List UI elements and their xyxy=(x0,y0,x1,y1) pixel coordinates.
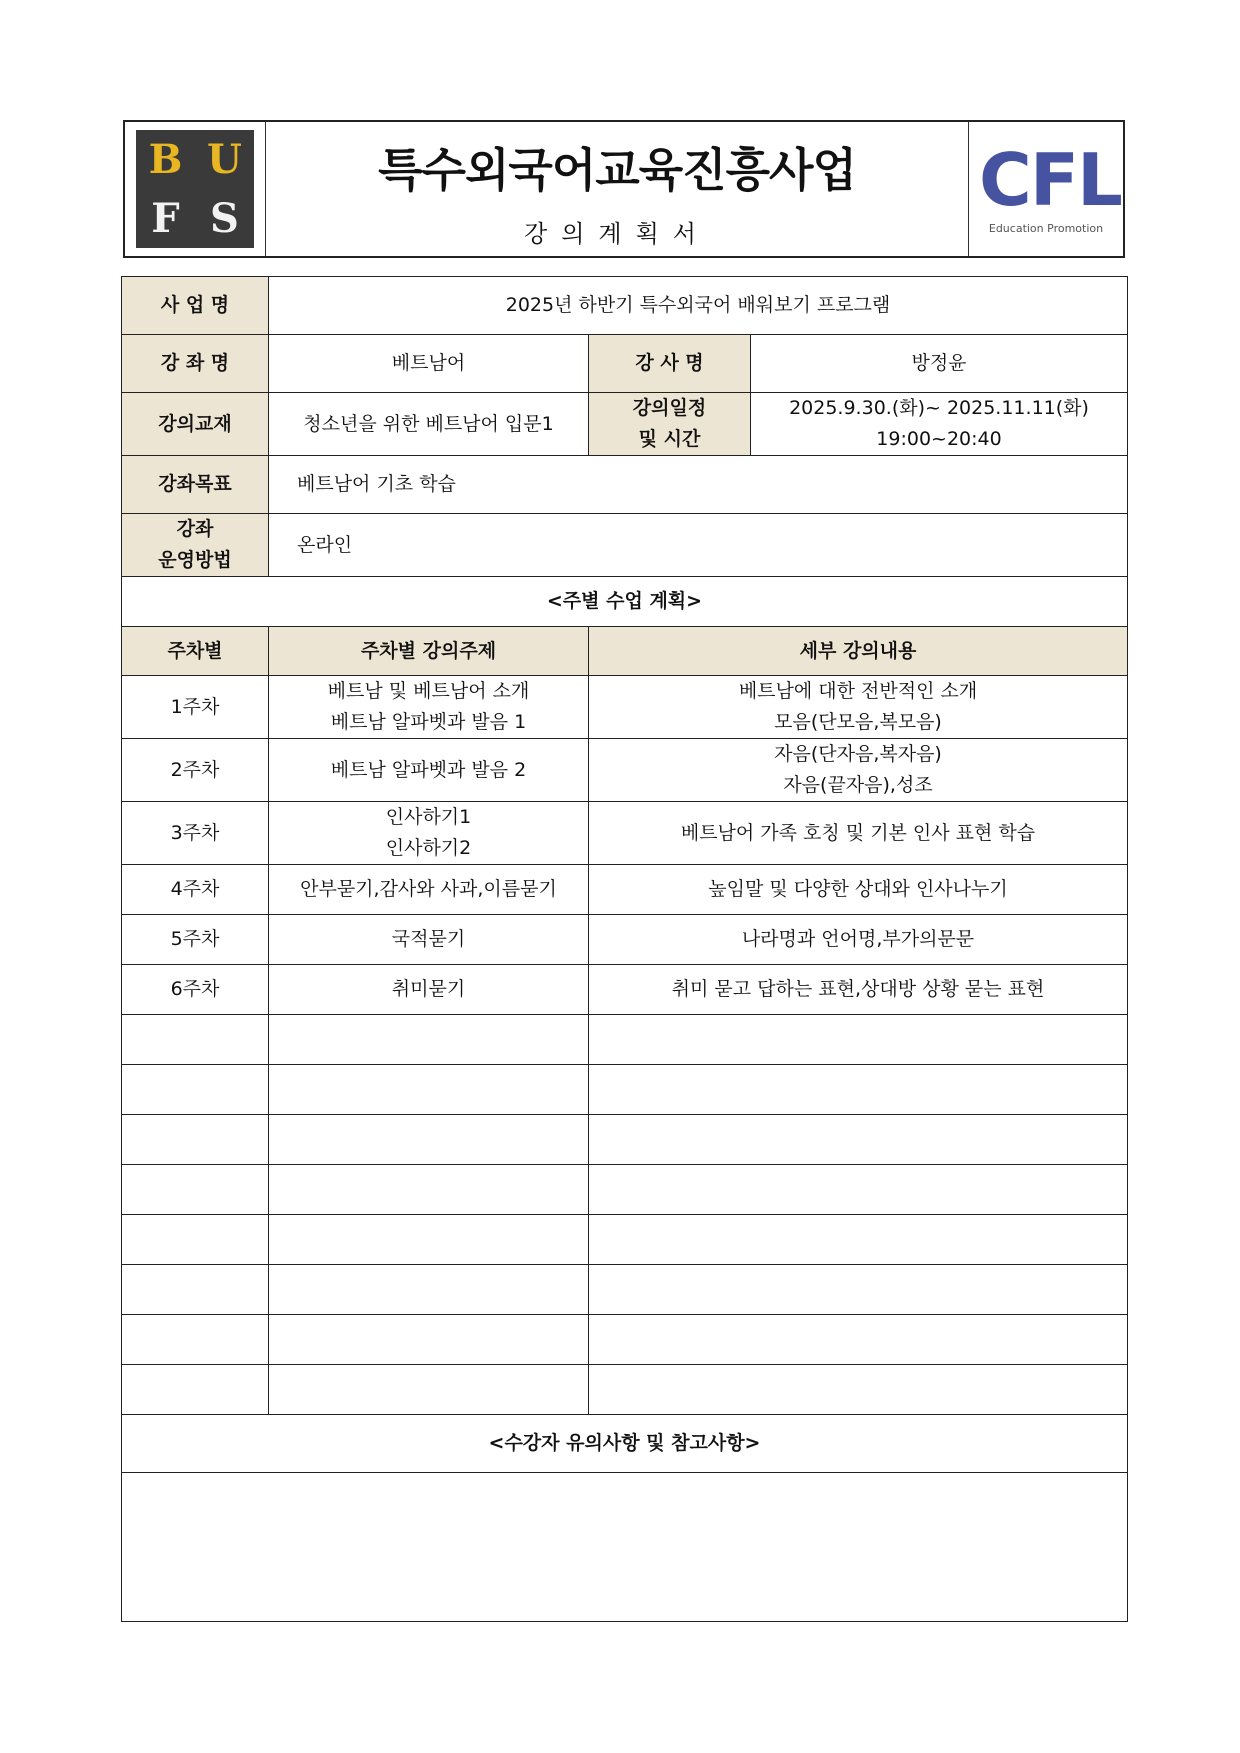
empty-cell xyxy=(269,1365,589,1415)
empty-cell xyxy=(589,1115,1128,1165)
bufs-logo-letter: S xyxy=(210,195,239,242)
schedule-label-line: 강의일정 xyxy=(632,397,707,419)
textbook-label: 강의교재 xyxy=(122,393,269,456)
bufs-logo xyxy=(136,130,254,248)
table-row xyxy=(122,915,1128,965)
textbook-row xyxy=(122,393,1128,456)
empty-cell xyxy=(122,1065,269,1115)
topic-line: 베트남 알파벳과 발음 2 xyxy=(330,758,527,781)
goal-label: 강좌목표 xyxy=(122,456,269,514)
course-row xyxy=(122,335,1128,393)
empty-cell xyxy=(122,1215,269,1265)
topic-line: 인사하기2 xyxy=(385,837,472,859)
weekly-section-title: <주별 수업 계획> xyxy=(122,577,1128,627)
topic-cell xyxy=(269,676,589,739)
week-cell: 2주차 xyxy=(122,739,269,802)
cfl-logo-tagline: Education Promotion xyxy=(988,222,1104,235)
empty-row xyxy=(122,1015,1128,1065)
empty-cell xyxy=(589,1215,1128,1265)
empty-cell xyxy=(589,1365,1128,1415)
method-value: 온라인 xyxy=(269,514,1128,577)
empty-cell xyxy=(269,1315,589,1365)
empty-cell xyxy=(269,1115,589,1165)
empty-row xyxy=(122,1315,1128,1365)
weekly-header-row xyxy=(122,627,1128,676)
empty-cell xyxy=(122,1115,269,1165)
empty-row xyxy=(122,1215,1128,1265)
document-subtitle: 강의계획서 xyxy=(524,220,710,248)
empty-cell xyxy=(589,1315,1128,1365)
week-cell: 1주차 xyxy=(122,676,269,739)
topic-cell xyxy=(269,865,589,915)
course-label: 강 좌 명 xyxy=(122,335,269,393)
detail-cell xyxy=(589,739,1128,802)
empty-cell xyxy=(269,1015,589,1065)
document-title: 특수외국어교육진흥사업 xyxy=(378,143,856,197)
table-row xyxy=(122,965,1128,1015)
week-cell: 5주차 xyxy=(122,915,269,965)
schedule-label xyxy=(589,393,751,456)
empty-row xyxy=(122,1265,1128,1315)
topic-line: 베트남 알파벳과 발음 1 xyxy=(330,711,527,733)
bufs-logo-letter: B xyxy=(148,136,183,183)
weekly-section-row xyxy=(122,577,1128,627)
detail-line: 취미 묻고 답하는 표현,상대방 상황 묻는 표현 xyxy=(671,978,1045,1000)
empty-cell xyxy=(122,1165,269,1215)
week-cell: 4주차 xyxy=(122,865,269,915)
weekly-header-detail: 세부 강의내용 xyxy=(589,627,1128,676)
notes-body xyxy=(122,1473,1128,1622)
weekly-header-topic: 주차별 강의주제 xyxy=(269,627,589,676)
business-row xyxy=(122,277,1128,335)
schedule-time: 19:00~20:40 xyxy=(876,428,1002,450)
empty-cell xyxy=(122,1315,269,1365)
empty-cell xyxy=(269,1065,589,1115)
method-label-line: 운영방법 xyxy=(158,549,232,571)
method-label xyxy=(122,514,269,577)
course-plan-table xyxy=(121,276,1128,1622)
notes-body-row xyxy=(122,1473,1128,1622)
detail-line: 자음(끝자음),성조 xyxy=(783,774,933,796)
detail-line: 베트남어 가족 호칭 및 기본 인사 표현 학습 xyxy=(680,821,1036,844)
topic-cell xyxy=(269,915,589,965)
week-cell: 3주차 xyxy=(122,802,269,865)
topic-line: 국적묻기 xyxy=(391,928,466,950)
schedule-value xyxy=(751,393,1128,456)
schedule-dates: 2025.9.30.(화)~ 2025.11.11(화) xyxy=(789,397,1089,419)
detail-cell xyxy=(589,965,1128,1015)
empty-cell xyxy=(589,1065,1128,1115)
table-row xyxy=(122,739,1128,802)
document-header xyxy=(123,120,1125,258)
empty-cell xyxy=(589,1015,1128,1065)
topic-cell xyxy=(269,965,589,1015)
empty-cell xyxy=(269,1215,589,1265)
empty-cell xyxy=(269,1265,589,1315)
goal-value: 베트남어 기초 학습 xyxy=(269,456,1128,514)
bufs-logo-cell xyxy=(125,122,266,256)
goal-row xyxy=(122,456,1128,514)
table-row xyxy=(122,865,1128,915)
course-value: 베트남어 xyxy=(269,335,589,393)
notes-section-row xyxy=(122,1415,1128,1473)
empty-cell xyxy=(589,1165,1128,1215)
detail-line: 자음(단자음,복자음) xyxy=(774,743,942,765)
textbook-value: 청소년을 위한 베트남어 입문1 xyxy=(269,393,589,456)
method-label-line: 강좌 xyxy=(176,518,214,540)
detail-line: 나라명과 언어명,부가의문문 xyxy=(741,928,975,950)
weekly-header-week: 주차별 xyxy=(122,627,269,676)
detail-line: 모음(단모음,복모음) xyxy=(774,711,942,733)
detail-line: 베트남에 대한 전반적인 소개 xyxy=(738,680,978,702)
instructor-value: 방정윤 xyxy=(751,335,1128,393)
cfl-logo: CFL xyxy=(979,138,1121,222)
business-value: 2025년 하반기 특수외국어 배워보기 프로그램 xyxy=(269,277,1128,335)
title-cell xyxy=(266,122,969,256)
business-label: 사 업 명 xyxy=(122,277,269,335)
cfl-logo-cell xyxy=(969,122,1123,256)
empty-row xyxy=(122,1165,1128,1215)
empty-cell xyxy=(269,1165,589,1215)
topic-cell xyxy=(269,802,589,865)
instructor-label: 강 사 명 xyxy=(589,335,751,393)
topic-line: 취미묻기 xyxy=(391,978,466,1000)
empty-row xyxy=(122,1065,1128,1115)
empty-row xyxy=(122,1115,1128,1165)
method-row xyxy=(122,514,1128,577)
schedule-label-line: 및 시간 xyxy=(638,428,701,450)
notes-section-title: <수강자 유의사항 및 참고사항> xyxy=(122,1415,1128,1473)
table-row xyxy=(122,676,1128,739)
empty-cell xyxy=(589,1265,1128,1315)
topic-line: 안부묻기,감사와 사과,이름묻기 xyxy=(300,878,557,900)
empty-cell xyxy=(122,1015,269,1065)
detail-cell xyxy=(589,676,1128,739)
week-cell: 6주차 xyxy=(122,965,269,1015)
topic-line: 베트남 및 베트남어 소개 xyxy=(327,680,530,702)
detail-cell xyxy=(589,865,1128,915)
detail-cell xyxy=(589,802,1128,865)
bufs-logo-letter: F xyxy=(151,195,180,242)
detail-line: 높임말 및 다양한 상대와 인사나누기 xyxy=(708,878,1008,900)
table-row xyxy=(122,802,1128,865)
empty-cell xyxy=(122,1265,269,1315)
bufs-logo-letter: U xyxy=(207,136,242,183)
topic-line: 인사하기1 xyxy=(385,806,472,828)
detail-cell xyxy=(589,915,1128,965)
empty-cell xyxy=(122,1365,269,1415)
empty-row xyxy=(122,1365,1128,1415)
topic-cell xyxy=(269,739,589,802)
